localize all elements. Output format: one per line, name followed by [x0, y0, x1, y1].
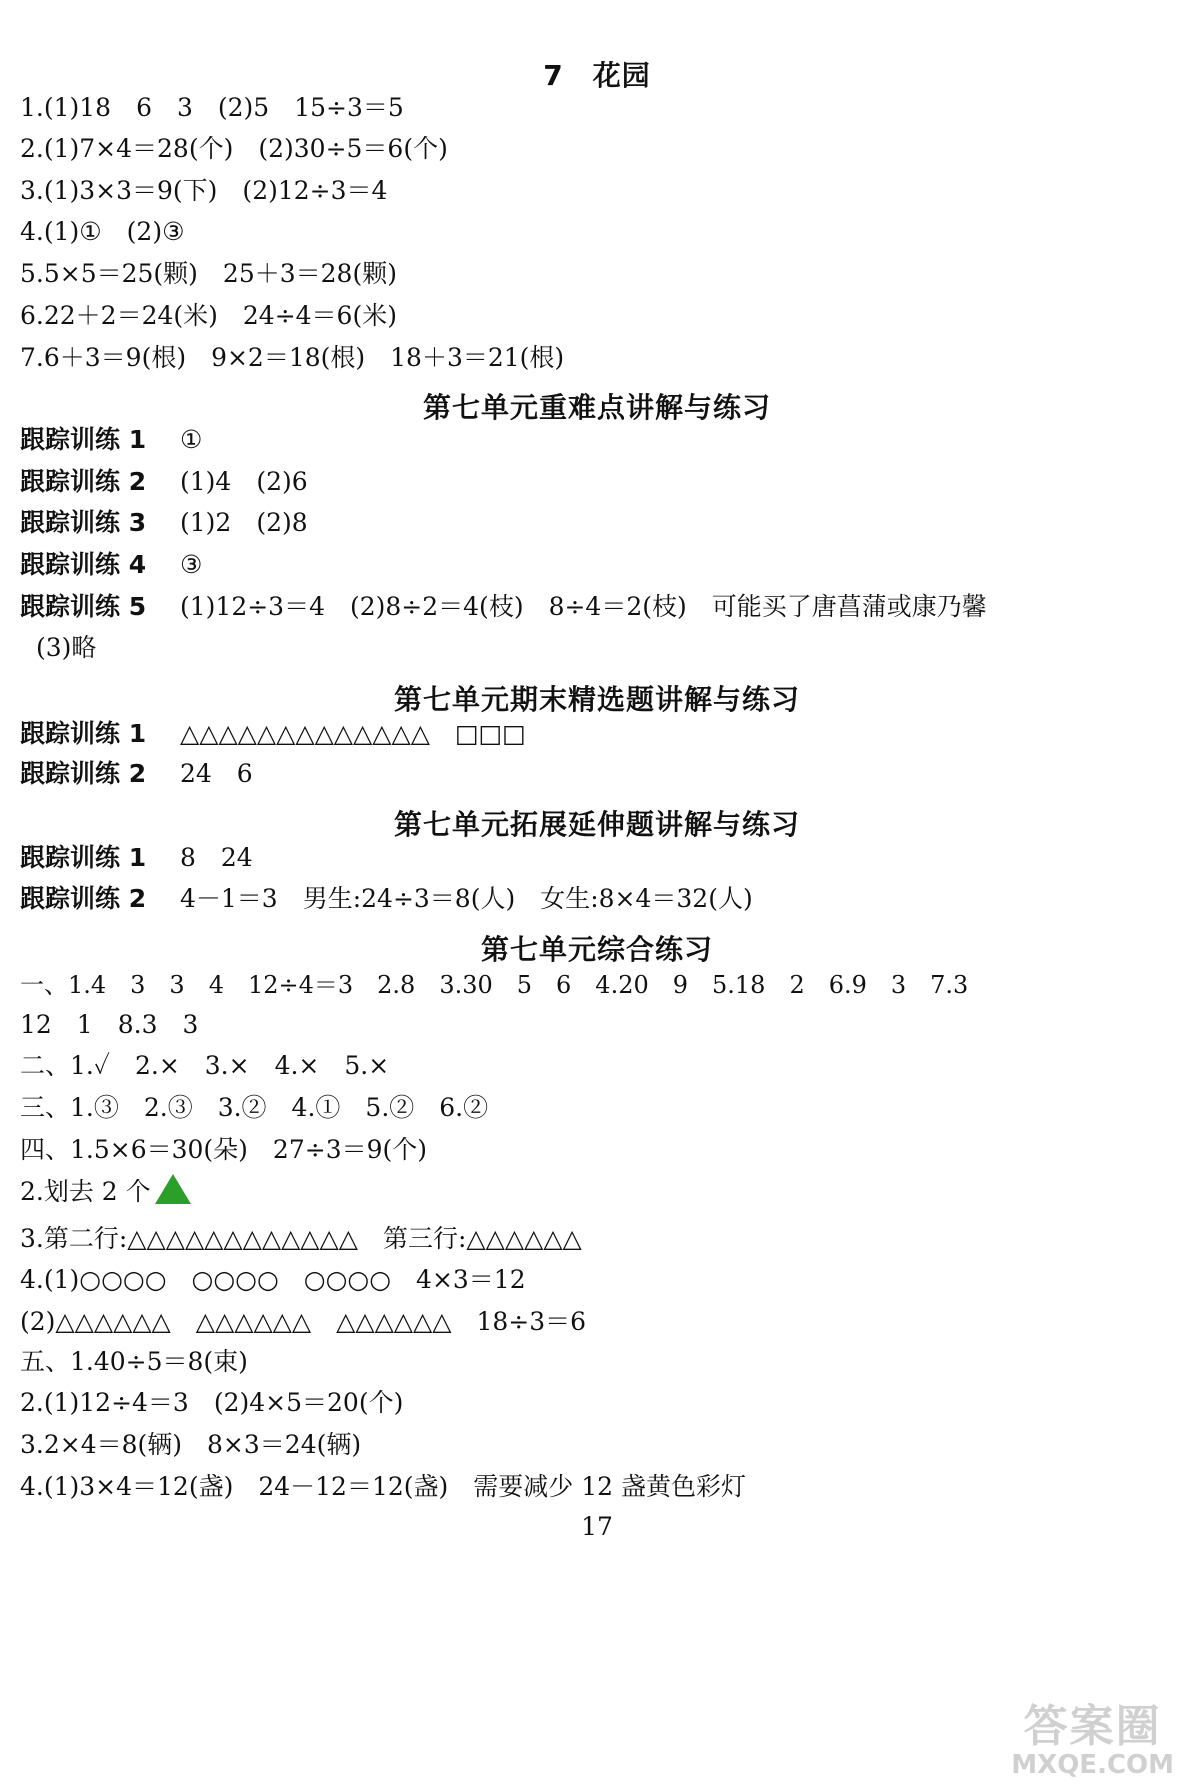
watermark-url: MXQE.COM: [1011, 1750, 1174, 1780]
tracking-label: 跟踪训练 3: [20, 508, 147, 537]
section-title-garden: 7 花园: [543, 59, 651, 92]
tracking-row: [20, 757, 253, 791]
watermark-text: 答案圈: [1023, 1701, 1162, 1752]
answer-line: (3)略: [36, 633, 97, 662]
answer-line: 4.(1)○○○○ ○○○○ ○○○○ 4×3＝12: [20, 1265, 526, 1294]
answer-line: 6.22＋2＝24(米) 24÷4＝6(米): [20, 301, 397, 330]
tracking-label: 跟踪训练 5: [20, 592, 147, 621]
tracking-answer: (1)4 (2)6: [180, 467, 308, 496]
tracking-label: 跟踪训练 2: [20, 884, 147, 913]
tracking-row: [20, 841, 253, 875]
answer-line: (2)△△△△△△ △△△△△△ △△△△△△ 18÷3＝6: [20, 1307, 587, 1336]
tracking-answer: (1)12÷3＝4 (2)8÷2＝4(枝) 8÷4＝2(枝) 可能买了唐菖蒲或康乃馨: [180, 592, 987, 621]
answer-line: 三、1.③ 2.③ 3.② 4.① 5.② 6.②: [20, 1093, 489, 1122]
answer-line: 4.(1)① (2)③: [20, 217, 185, 246]
tracking-label: 跟踪训练 1: [20, 425, 147, 454]
tracking-row: [20, 717, 526, 751]
answer-line: 4.(1)3×4＝12(盏) 24－12＝12(盏) 需要减少 12 盏黄色彩灯: [20, 1472, 746, 1501]
answer-line: 5.5×5＝25(颗) 25＋3＝28(颗): [20, 259, 397, 288]
tracking-answer: (1)2 (2)8: [180, 508, 308, 537]
answer-line: 一、1.4 3 3 4 12÷4＝3 2.8 3.30 5 6 4.20 9 5.18 2 6.9 3 7.3: [20, 971, 969, 999]
tracking-row: [20, 882, 753, 916]
section-title-final-selected: 第七单元期末精选题讲解与练习: [393, 683, 800, 716]
section-title-extension: 第七单元拓展延伸题讲解与练习: [393, 808, 800, 841]
section-title-comprehensive: 第七单元综合练习: [480, 933, 713, 966]
answer-line: 3.(1)3×3＝9(下) (2)12÷3＝4: [20, 176, 388, 205]
tracking-row: [20, 548, 202, 582]
tracking-answer: △△△△△△△△△△△△△ □□□: [180, 719, 526, 748]
tracking-label: 跟踪训练 4: [20, 550, 147, 579]
tracking-row: [20, 506, 308, 540]
answer-line: 12 1 8.3 3: [20, 1010, 199, 1039]
answer-line: 五、1.40÷5＝8(束): [20, 1347, 248, 1376]
tracking-row: [20, 590, 987, 624]
tracking-label: 跟踪训练 2: [20, 467, 147, 496]
answer-line: 2.(1)7×4＝28(个) (2)30÷5＝6(个): [20, 134, 448, 163]
page-number: 17: [581, 1512, 613, 1541]
green-triangle-icon: [155, 1174, 191, 1204]
watermark-logo: [1011, 1690, 1174, 1780]
tracking-label: 跟踪训练 1: [20, 843, 147, 872]
answer-line: 1.(1)18 6 3 (2)5 15÷3＝5: [20, 93, 404, 122]
section-title-key-points: 第七单元重难点讲解与练习: [422, 391, 771, 424]
tracking-answer: ①: [180, 425, 203, 454]
tracking-label: 跟踪训练 1: [20, 719, 147, 748]
tracking-answer: ③: [180, 550, 203, 579]
tracking-label: 跟踪训练 2: [20, 759, 147, 788]
tracking-row: [20, 423, 202, 457]
answer-line: 四、1.5×6＝30(朵) 27÷3＝9(个): [20, 1135, 428, 1164]
tracking-answer: 24 6: [180, 759, 253, 788]
tracking-answer: 8 24: [180, 843, 253, 872]
tracking-row: [20, 465, 308, 499]
answer-line: [20, 1174, 191, 1209]
answer-line: 3.2×4＝8(辆) 8×3＝24(辆): [20, 1430, 362, 1459]
answer-line: 二、1.✓ 2.× 3.× 4.× 5.×: [20, 1051, 390, 1080]
answer-line: 3.第二行:△△△△△△△△△△△△ 第三行:△△△△△△: [20, 1224, 582, 1253]
answer-line: 2.(1)12÷4＝3 (2)4×5＝20(个): [20, 1388, 404, 1417]
answer-line: 7.6＋3＝9(根) 9×2＝18(根) 18＋3＝21(根): [20, 343, 565, 372]
answer-text: 2.划去 2 个: [20, 1177, 151, 1206]
tracking-answer: 4－1＝3 男生:24÷3＝8(人) 女生:8×4＝32(人): [180, 884, 753, 913]
